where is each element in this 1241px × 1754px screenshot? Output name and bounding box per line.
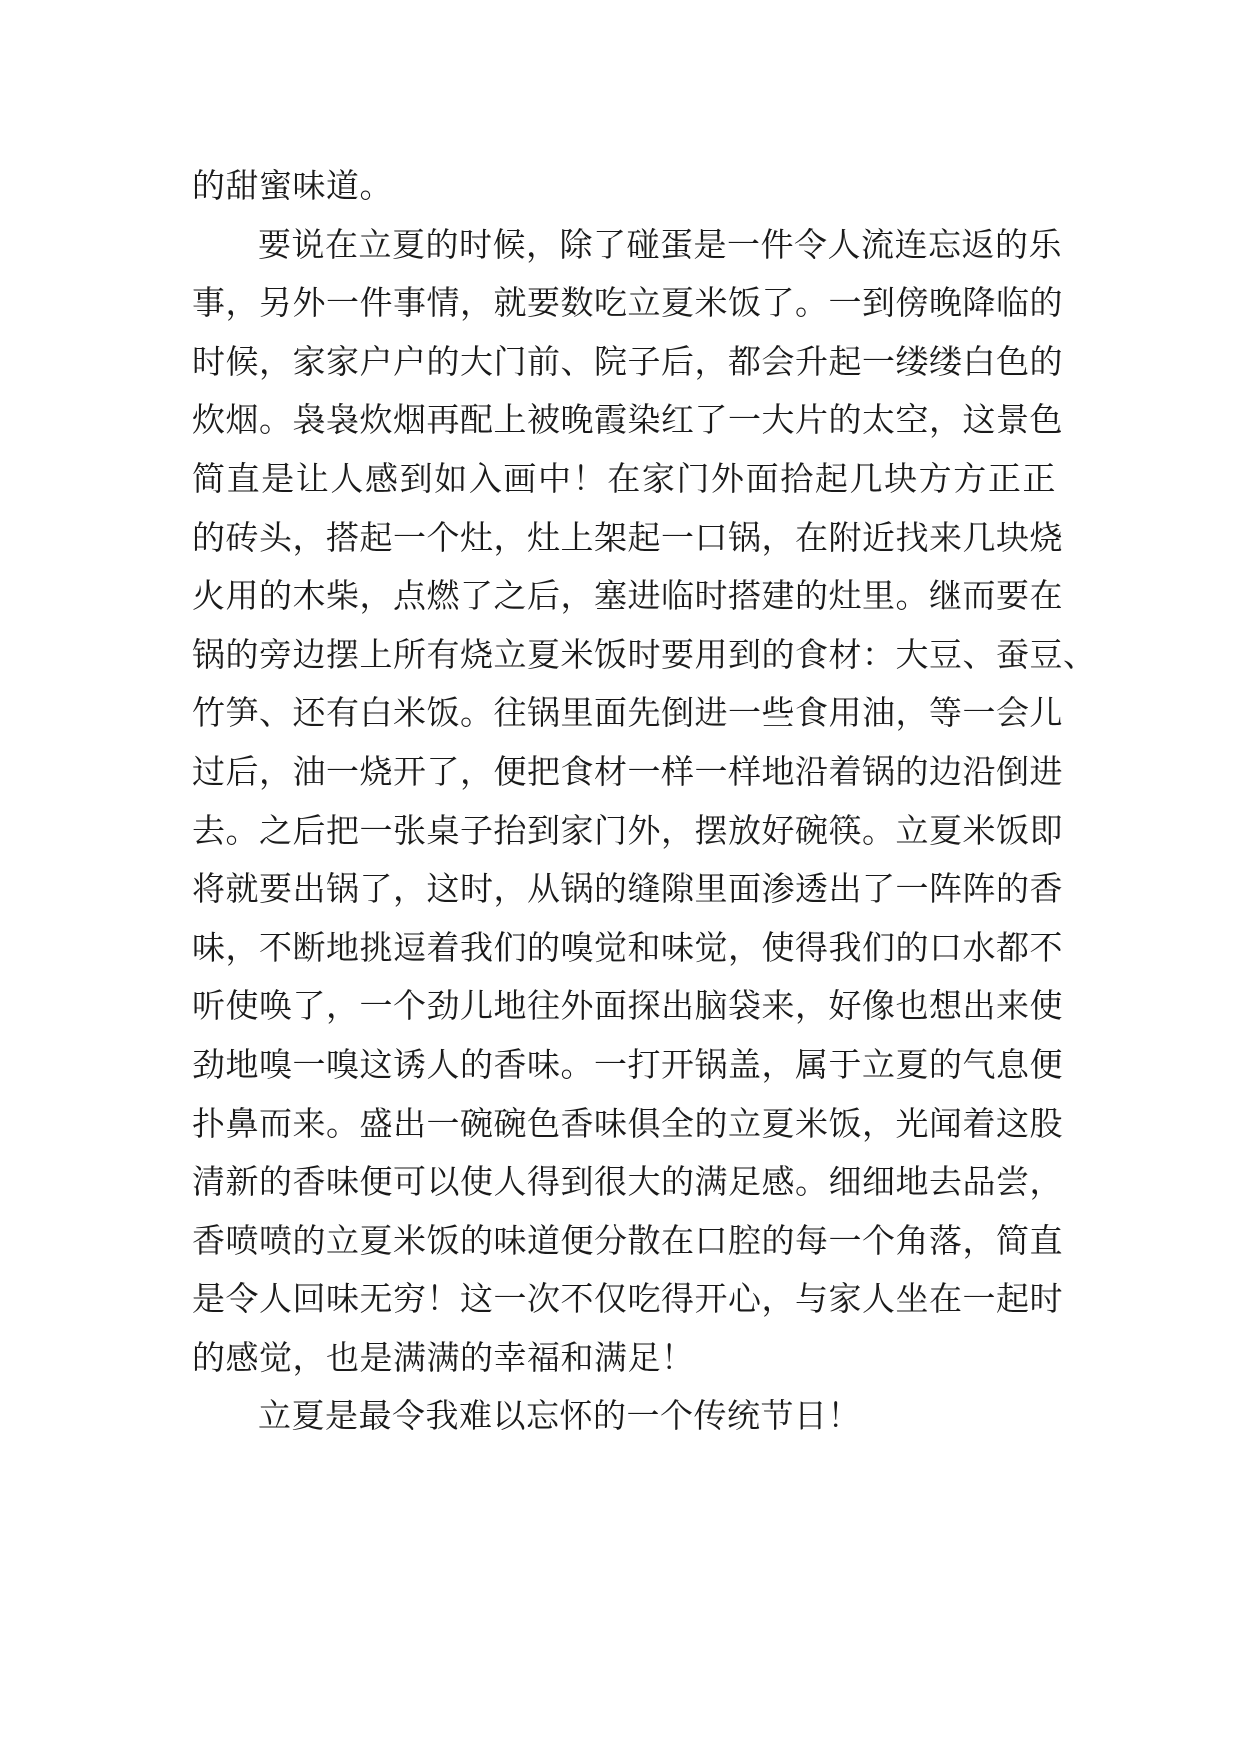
text-line: 听使唤了，一个劲儿地往外面探出脑袋来，好像也想出来使 <box>192 986 1063 1026</box>
text-line: 去。之后把一张桌子抬到家门外，摆放好碗筷。立夏米饭即 <box>192 810 1063 850</box>
text-line: 要说在立夏的时候，除了碰蛋是一件令人流连忘返的乐 <box>258 224 1062 264</box>
text-line: 竹笋、还有白米饭。往锅里面先倒进一些食用油，等一会儿 <box>192 693 1063 733</box>
text-line: 是令人回味无穷！这一次不仅吃得开心，与家人坐在一起时 <box>192 1279 1063 1319</box>
text-line: 立夏是最令我难以忘怀的一个传统节日！ <box>258 1396 861 1436</box>
text-line: 时候，家家户户的大门前、院子后，都会升起一缕缕白色的 <box>192 341 1063 381</box>
text-line: 事，另外一件事情，就要数吃立夏米饭了。一到傍晚降临的 <box>192 283 1063 323</box>
text-line: 扑鼻而来。盛出一碗碗色香味俱全的立夏米饭，光闻着这股 <box>192 1103 1063 1143</box>
text-line: 将就要出锅了，这时，从锅的缝隙里面渗透出了一阵阵的香 <box>192 869 1063 909</box>
text-line: 炊烟。袅袅炊烟再配上被晚霞染红了一大片的太空，这景色 <box>192 400 1063 440</box>
text-line: 的砖头，搭起一个灶，灶上架起一口锅，在附近找来几块烧 <box>192 517 1063 557</box>
text-line: 过后，油一烧开了，便把食材一样一样地沿着锅的边沿倒进 <box>192 751 1063 791</box>
text-line: 锅的旁边摆上所有烧立夏米饭时要用到的食材：大豆、蚕豆、 <box>192 634 1097 674</box>
document-body <box>192 157 1097 1446</box>
text-line: 劲地嗅一嗅这诱人的香味。一打开锅盖，属于立夏的气息便 <box>192 1044 1063 1084</box>
text-line: 的感觉，也是满满的幸福和满足！ <box>192 1337 695 1377</box>
text-line: 清新的香味便可以使人得到很大的满足感。细细地去品尝， <box>192 1162 1063 1202</box>
text-line: 火用的木柴，点燃了之后，塞进临时搭建的灶里。继而要在 <box>192 576 1063 616</box>
text-line: 味，不断地挑逗着我们的嗅觉和味觉，使得我们的口水都不 <box>192 927 1063 967</box>
text-line: 香喷喷的立夏米饭的味道便分散在口腔的每一个角落，简直 <box>192 1220 1063 1260</box>
text-line: 简直是让人感到如入画中！在家门外面拾起几块方方正正 <box>192 458 1056 498</box>
text-line: 的甜蜜味道。 <box>192 166 393 205</box>
